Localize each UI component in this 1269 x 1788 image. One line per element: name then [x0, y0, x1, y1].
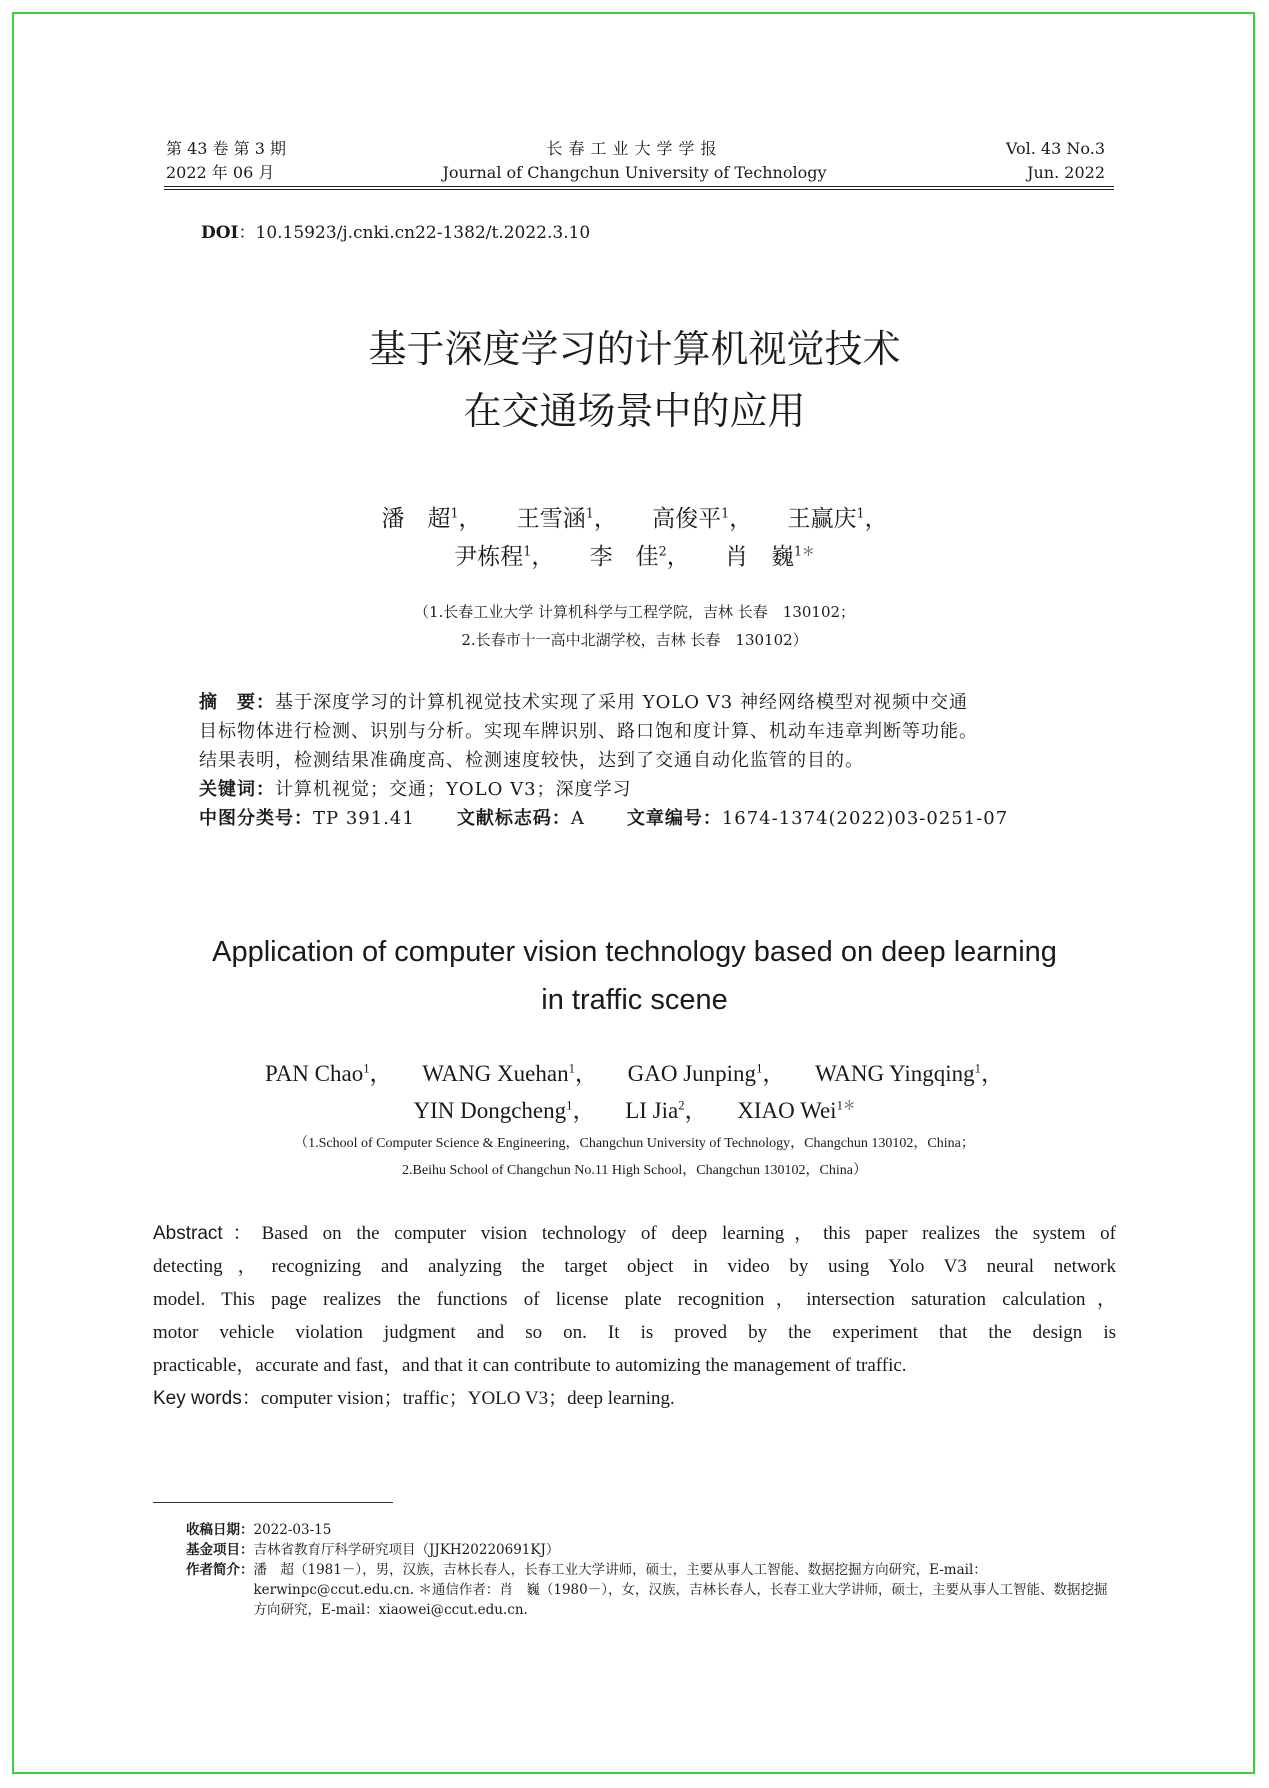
- abstract-en-label: Abstract: [153, 1223, 223, 1244]
- author-en: [737, 1098, 855, 1123]
- fund-value: 吉林省教育厅科学研究项目（JJKH20220691KJ）: [253, 1542, 560, 1558]
- title-cn-line2: 在交通场景中的应用: [463, 389, 806, 433]
- author-name: 肖 巍: [725, 544, 795, 570]
- authors-cn-row1: [0, 500, 1269, 538]
- author-en: [413, 1098, 595, 1123]
- author-name: 潘 超: [381, 506, 451, 532]
- classification-line: [199, 804, 1069, 833]
- author-name: 高俊平: [652, 506, 722, 532]
- author-name: 王雪涵: [516, 506, 586, 532]
- author-en: [422, 1061, 598, 1086]
- fund-label: 基金项目：: [186, 1542, 254, 1558]
- footnotes: [186, 1520, 1116, 1620]
- author-name: 李 佳: [589, 544, 659, 570]
- author-affil-mark: 2: [658, 543, 667, 559]
- author-separator: ，: [762, 1061, 786, 1086]
- keywords-cn: [199, 775, 1069, 804]
- keywords-en: [153, 1382, 1116, 1415]
- header-vol-en: [1006, 137, 1105, 185]
- author-affil-mark: 1: [974, 1061, 981, 1076]
- author-name: GAO Junping: [627, 1061, 757, 1086]
- abstract-cn-line: 结果表明，检测结果准确度高、检测速度较快，达到了交通自动化监管的目的。: [199, 750, 864, 771]
- journal-name-en: Journal of Changchun University of Technology: [442, 163, 827, 182]
- author-cn: [454, 544, 554, 570]
- abstract-cn-text: 基于深度学习的计算机视觉技术实现了采用 YOLO V3 神经网络模型对视频中交通: [275, 692, 968, 713]
- author-cn: [381, 506, 481, 532]
- footnote-fund: [186, 1540, 1116, 1560]
- abstract-en-line: practicable，accurate and fast，and that it can contribute to automizing the management of traffic.: [153, 1355, 907, 1376]
- author-name: 尹栋程: [454, 544, 524, 570]
- author-separator: ，: [593, 506, 617, 532]
- authors-en-row1: [0, 1055, 1269, 1092]
- author-affil-mark: 1: [523, 543, 532, 559]
- author-affil-mark: 2: [678, 1098, 685, 1113]
- doc-code-value: A: [570, 808, 585, 829]
- abstract-en-line: [153, 1217, 1116, 1250]
- author-separator: ，: [666, 544, 690, 570]
- author-separator: ，: [684, 1098, 708, 1123]
- authors-cn: [0, 500, 1269, 576]
- header-rule-top: [164, 186, 1114, 187]
- author-name: WANG Xuehan: [422, 1061, 569, 1086]
- page-border: [12, 12, 1255, 1774]
- author-affil-mark: 1: [756, 1061, 763, 1076]
- abstract-en: [153, 1217, 1116, 1415]
- header-date-cn: 2022 年 06 月: [166, 163, 275, 182]
- author-affil-mark: 1: [363, 1061, 370, 1076]
- author-separator: ，: [864, 506, 888, 532]
- title-en-line2: in traffic scene: [541, 984, 728, 1016]
- author-name: LI Jia: [625, 1098, 679, 1123]
- clc-label: 中图分类号：: [199, 808, 313, 829]
- doi-label: DOI: [201, 223, 239, 243]
- author-name: WANG Yingqing: [815, 1061, 975, 1086]
- author-en: [815, 1061, 1004, 1086]
- abstract-cn-line: [199, 688, 1069, 717]
- author-name: XIAO Wei: [737, 1098, 837, 1123]
- title-en: [0, 928, 1269, 1024]
- author-affil-mark: 1＊: [794, 543, 815, 559]
- author-affil-mark: 1: [450, 505, 459, 521]
- doi-value: ：10.15923/j.cnki.cn22-1382/t.2022.3.10: [238, 223, 591, 243]
- affiliation-en-1: （1.School of Computer Science & Engineering，Changchun University of Technology，Changchun 130102，China；: [294, 1136, 975, 1151]
- author-affil-mark: 1: [856, 505, 865, 521]
- author-separator: ，: [980, 1061, 1004, 1086]
- author-en: [265, 1061, 393, 1086]
- title-cn: [0, 318, 1269, 442]
- footnote-received: [186, 1520, 1116, 1540]
- header-volume-issue: 第 43 卷 第 3 期: [166, 139, 286, 158]
- author-affil-mark: 1: [585, 505, 594, 521]
- header-date-en: Jun. 2022: [1027, 163, 1105, 182]
- received-value: 2022-03-15: [253, 1522, 332, 1538]
- title-en-line1: Application of computer vision technology based on deep learning: [212, 936, 1057, 968]
- article-no-label: 文章编号：: [626, 808, 722, 829]
- doc-code-label: 文献标志码：: [456, 808, 571, 829]
- header-vol-no: Vol. 43 No.3: [1005, 139, 1105, 158]
- author-cn: [652, 506, 752, 532]
- author-separator: ，: [458, 506, 482, 532]
- received-label: 收稿日期：: [186, 1522, 254, 1538]
- author-name: YIN Dongcheng: [413, 1098, 567, 1123]
- author-separator: ，: [531, 544, 555, 570]
- author-name: 王赢庆: [787, 506, 857, 532]
- abstract-en-text: ：Based on the computer vision technology of deep learning，this paper realizes the system of: [222, 1223, 1116, 1244]
- author-affil-mark: 1: [568, 1061, 575, 1076]
- author-affil-mark: 1: [721, 505, 730, 521]
- keywords-cn-label: 关键词：: [199, 779, 275, 800]
- header-rule-bottom: [164, 189, 1114, 190]
- authors-en-row2: [0, 1092, 1269, 1129]
- author-cn: [517, 506, 617, 532]
- abstract-cn-line: 目标物体进行检测、识别与分析。实现车牌识别、路口饱和度计算、机动车违章判断等功能。: [199, 721, 978, 742]
- keywords-en-value: ：computer vision；traffic；YOLO V3；deep learning.: [241, 1388, 675, 1409]
- clc-value: TP 391.41: [313, 808, 415, 829]
- author-en: [628, 1061, 786, 1086]
- keywords-en-label: Key words: [153, 1388, 242, 1409]
- author-separator: ，: [369, 1061, 393, 1086]
- affiliations-en: [0, 1130, 1269, 1184]
- title-cn-line1: 基于深度学习的计算机视觉技术: [368, 327, 901, 371]
- abstract-en-line: detecting，recognizing and analyzing the target object in video by using Yolo V3 neural network: [153, 1256, 1116, 1277]
- author-affil-mark: 1＊: [836, 1098, 856, 1113]
- author-en: [625, 1098, 707, 1123]
- affiliations-cn: [0, 598, 1269, 654]
- author-separator: ，: [574, 1061, 598, 1086]
- doi-line: [201, 218, 590, 243]
- author-affil-mark: 1: [566, 1098, 573, 1113]
- author-name: PAN Chao: [265, 1061, 364, 1086]
- abstract-cn: [199, 688, 1069, 833]
- author-cn: [590, 544, 690, 570]
- affiliation-en-2: 2.Beihu School of Changchun No.11 High School，Changchun 130102，China）: [402, 1163, 867, 1178]
- author-bio-value: 潘 超（1981－），男，汉族，吉林长春人，长春工业大学讲师，硕士，主要从事人工智能、数据挖掘方向研究，E-mail：kerwinpc@ccut.edu.cn. ＊通信作者：肖 巍（1980－），女，汉族，吉林长春人，长春工业大学讲师，硕士，主要从事人工智能、数据挖掘方向研究，E-mail：xiaowei@ccut.edu.cn.: [253, 1562, 1108, 1618]
- footnote-author-bio: [186, 1560, 1116, 1620]
- keywords-cn-value: 计算机视觉；交通；YOLO V3；深度学习: [275, 779, 632, 800]
- journal-name-cn: 长春工业大学学报: [546, 139, 723, 158]
- authors-en: [0, 1055, 1269, 1129]
- author-cn: [788, 506, 888, 532]
- author-separator: ，: [729, 506, 753, 532]
- author-bio-label: 作者简介：: [186, 1562, 254, 1578]
- author-separator: ，: [572, 1098, 596, 1123]
- authors-cn-row2: [0, 538, 1269, 576]
- abstract-en-line: model. This page realizes the functions of license plate recognition，intersection saturation calculation，: [153, 1289, 1116, 1310]
- affiliation-cn-1: （1.长春工业大学 计算机科学与工程学院，吉林 长春 130102；: [413, 603, 856, 621]
- article-no-value: 1674-1374(2022)03-0251-07: [721, 808, 1009, 829]
- author-cn: [725, 544, 815, 570]
- abstract-cn-label: 摘 要：: [199, 692, 275, 713]
- abstract-en-line: motor vehicle violation judgment and so on. It is proved by the experiment that the design is: [153, 1322, 1116, 1343]
- affiliation-cn-2: 2.长春市十一高中北湖学校，吉林 长春 130102）: [461, 631, 808, 649]
- footnote-rule: [153, 1502, 393, 1503]
